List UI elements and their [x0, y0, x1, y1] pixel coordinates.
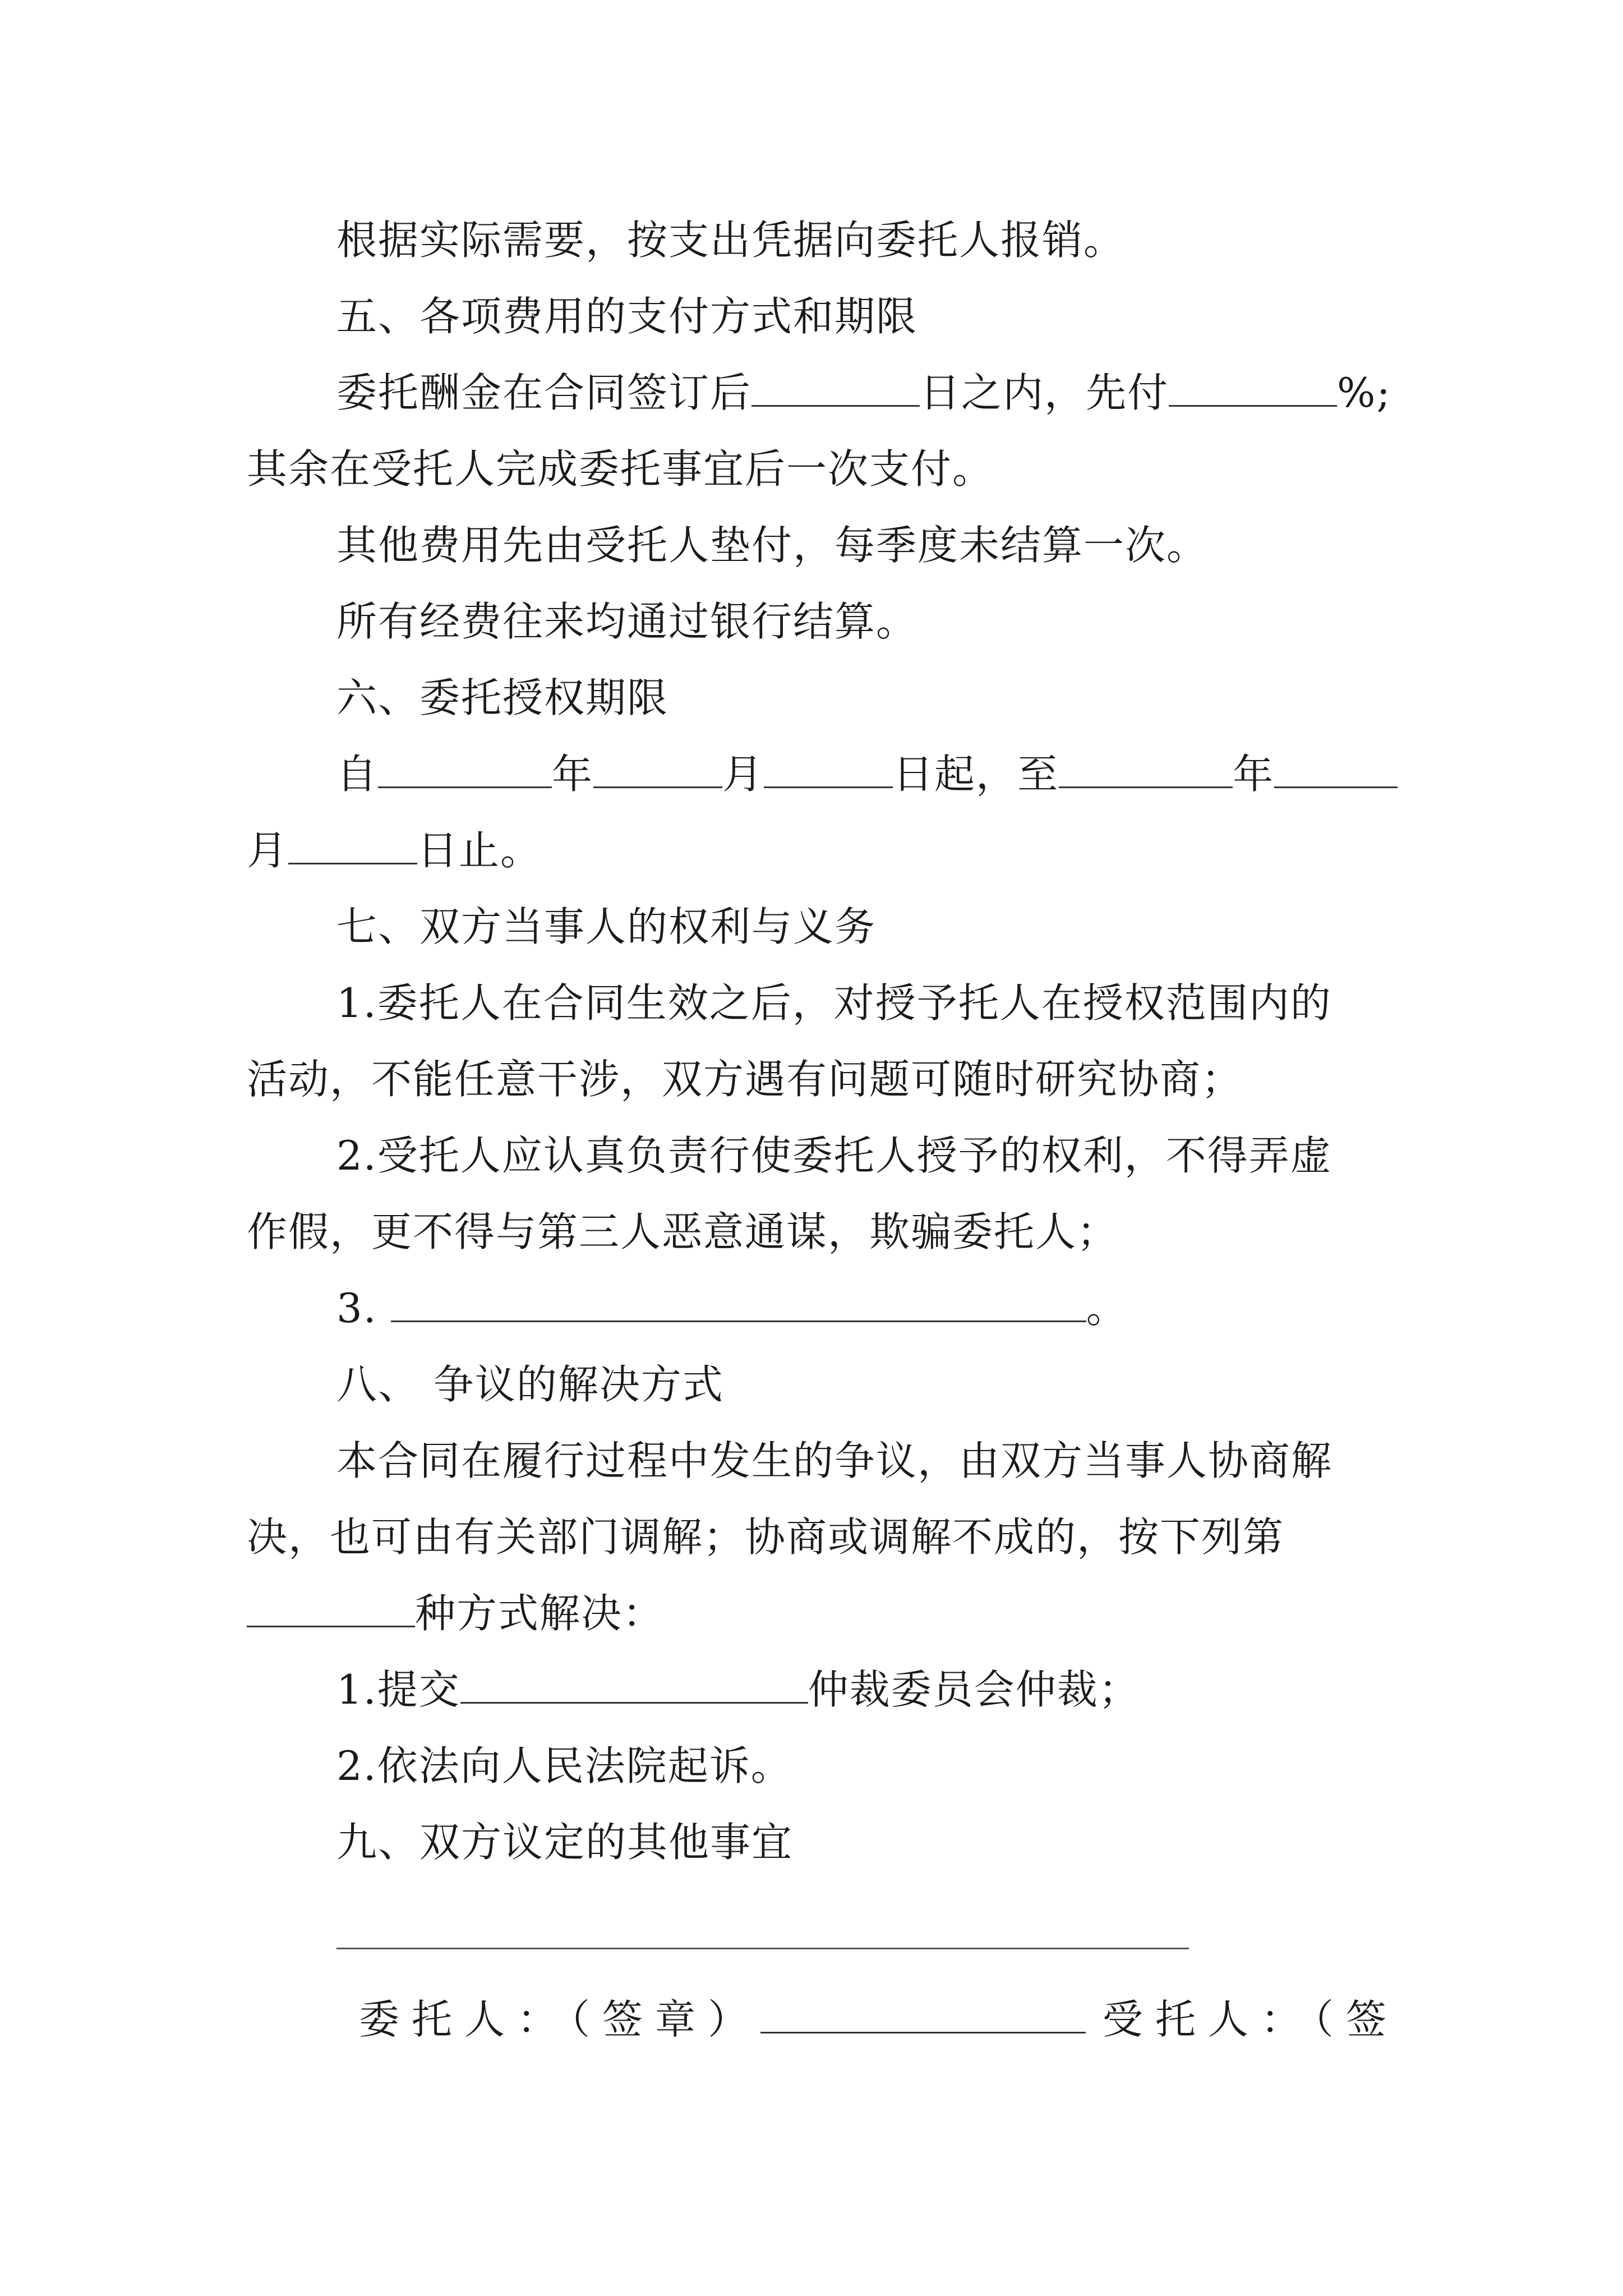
text-item-1: 1.委托人在合同生效之后，对授予托人在授权范围内的 — [336, 979, 1332, 1027]
text-principal-signature: 委托人：（签章） — [359, 1996, 761, 2043]
end-day-blank[interactable] — [288, 828, 417, 864]
paragraph-dispute-cont — [247, 1510, 1380, 1564]
heading-dispute: 八、 争议的解决方式 — [336, 1361, 724, 1408]
heading-authorization-period: 六、委托授权期限 — [336, 674, 669, 721]
text-bank: 所有经费往来均通过银行结算。 — [336, 598, 918, 645]
paragraph-arbitration — [336, 1663, 1469, 1717]
start-month-blank[interactable] — [593, 752, 722, 788]
text-end-month: 月 — [247, 827, 289, 874]
text-commission-start: 委托酬金在合同签订后 — [336, 369, 752, 416]
text-dispute-method: 种方式解决： — [415, 1590, 665, 1637]
section-heading-7 — [336, 900, 1469, 954]
text-end-year: 年 — [1233, 751, 1275, 798]
text-day-to: 日起，至 — [893, 751, 1059, 798]
principal-signature-blank[interactable] — [760, 1997, 1086, 2033]
other-matters-line[interactable] — [336, 1948, 1189, 1949]
heading-other-matters: 九、双方议定的其他事宜 — [336, 1819, 794, 1866]
percent-blank[interactable] — [1169, 370, 1337, 407]
section-heading-9 — [336, 1815, 1469, 1869]
text-remainder: 其余在受托人完成委托事宜后一次支付。 — [247, 445, 994, 493]
paragraph-period-end — [247, 823, 1380, 877]
paragraph-item-1 — [336, 976, 1469, 1030]
text-lawsuit: 2.依法向人民法院起诉。 — [336, 1742, 792, 1789]
text-percent: %; — [1337, 369, 1391, 416]
paragraph-reimbursement — [336, 213, 1469, 267]
text-agent-signature: 受托人：（签 — [1103, 1996, 1399, 2043]
text-dispute-cont: 决，也可由有关部门调解；协商或调解不成的，按下列第 — [247, 1513, 1285, 1561]
text-submit: 1.提交 — [336, 1666, 460, 1713]
paragraph-dispute-method — [247, 1586, 1380, 1640]
section-heading-8 — [336, 1358, 1469, 1411]
end-year-blank[interactable] — [1059, 752, 1233, 788]
start-day-blank[interactable] — [764, 752, 893, 788]
method-number-blank[interactable] — [247, 1591, 415, 1627]
text-item-1-cont: 活动，不能任意干涉，双方遇有问题可随时研究协商； — [247, 1056, 1243, 1103]
text-item-3-number: 3. — [336, 1285, 377, 1332]
item-3-blank[interactable] — [391, 1286, 1086, 1322]
text-arbitration: 仲裁委员会仲裁； — [808, 1666, 1140, 1713]
paragraph-lawsuit — [336, 1739, 1469, 1793]
section-heading-5 — [336, 289, 1469, 343]
text-item-2-cont: 作假，更不得与第三人恶意通谋，欺骗委托人； — [247, 1208, 1119, 1255]
paragraph-other-fees — [336, 518, 1469, 572]
text-days-prepay: 日之内，先付 — [920, 369, 1169, 416]
text-from: 自 — [336, 751, 379, 798]
text-dispute: 本合同在履行过程中发生的争议，由双方当事人协商解 — [336, 1437, 1333, 1484]
end-month-blank-start[interactable] — [1274, 752, 1398, 788]
paragraph-bank — [336, 595, 1469, 648]
paragraph-remainder — [247, 442, 1380, 496]
text-until: 日止。 — [417, 827, 542, 874]
text-reimbursement: 根据实际需要，按支出凭据向委托人报销。 — [336, 217, 1126, 264]
paragraph-commission — [336, 366, 1469, 420]
paragraph-item-2 — [336, 1129, 1469, 1182]
paragraph-period — [336, 747, 1469, 801]
text-item-2: 2.受托人应认真负责行使委托人授予的权利，不得弄虚 — [336, 1132, 1332, 1179]
arbitration-blank[interactable] — [460, 1667, 808, 1704]
paragraph-item-2-cont — [247, 1205, 1380, 1259]
text-year: 年 — [552, 751, 594, 798]
text-month: 月 — [722, 751, 764, 798]
signature-row — [359, 1993, 1492, 2046]
heading-rights-obligations: 七、双方当事人的权利与义务 — [336, 903, 877, 950]
paragraph-dispute — [336, 1434, 1469, 1488]
paragraph-item-1-cont — [247, 1052, 1380, 1106]
text-other-fees: 其他费用先由受托人垫付，每季度未结算一次。 — [336, 522, 1209, 569]
start-year-blank[interactable] — [378, 752, 552, 788]
section-heading-6 — [336, 671, 1469, 725]
text-item-3-end: 。 — [1086, 1285, 1128, 1332]
heading-payment-method: 五、各项费用的支付方式和期限 — [336, 293, 918, 340]
paragraph-item-3 — [336, 1281, 1469, 1335]
days-blank[interactable] — [751, 370, 920, 407]
